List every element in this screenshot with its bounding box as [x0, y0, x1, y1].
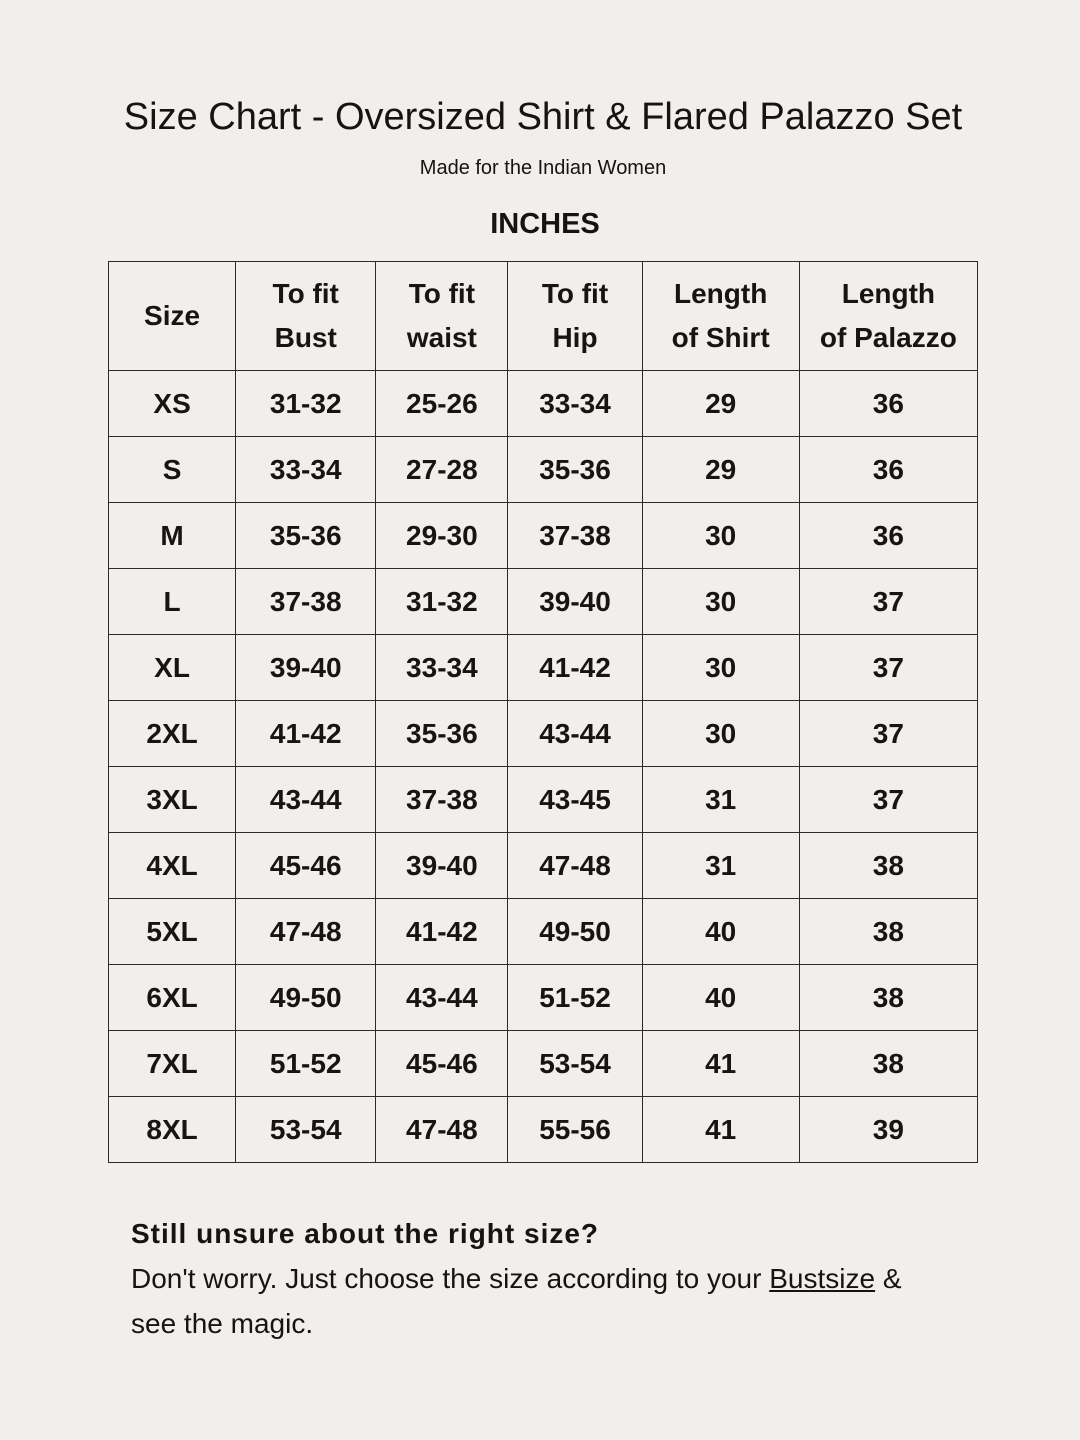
header-waist-line-2: waist: [406, 322, 477, 353]
cell-palazzo-length: 37: [799, 701, 977, 767]
header-waist-line-1: To fit: [408, 278, 476, 309]
table-body: [109, 371, 978, 1163]
header-shirt-length-line-1: Length: [674, 278, 768, 309]
cell-palazzo-length: 38: [799, 1031, 977, 1097]
cell-waist: 37-38: [376, 767, 508, 833]
header-size: [109, 262, 236, 371]
cell-size: 7XL: [109, 1031, 236, 1097]
page-subtitle: Made for the Indian Women: [419, 157, 667, 179]
cell-hip: 39-40: [508, 569, 642, 635]
cell-shirt-length: 29: [642, 437, 799, 503]
cell-shirt-length: 30: [642, 503, 799, 569]
cell-size: 6XL: [109, 965, 236, 1031]
cell-waist: 47-48: [376, 1097, 508, 1163]
cell-palazzo-length: 36: [799, 437, 977, 503]
help-question: Still unsure about the right size?: [131, 1218, 600, 1249]
cell-size: 2XL: [109, 701, 236, 767]
cell-size: XS: [109, 371, 236, 437]
cell-shirt-length: 40: [642, 965, 799, 1031]
cell-palazzo-length: 38: [799, 965, 977, 1031]
cell-shirt-length: 30: [642, 569, 799, 635]
cell-bust: 41-42: [236, 701, 376, 767]
cell-palazzo-length: 37: [799, 569, 977, 635]
cell-shirt-length: 30: [642, 635, 799, 701]
size-help-section: [131, 1218, 951, 1346]
help-text-before-link: Don't worry. Just choose the size according to your: [131, 1263, 770, 1294]
cell-hip: 49-50: [508, 899, 642, 965]
cell-size: 3XL: [109, 767, 236, 833]
cell-palazzo-length: 36: [799, 503, 977, 569]
cell-palazzo-length: 39: [799, 1097, 977, 1163]
cell-shirt-length: 29: [642, 371, 799, 437]
cell-hip: 33-34: [508, 371, 642, 437]
header-size-line-1: Size: [144, 300, 201, 331]
header-hip: [508, 262, 642, 371]
table-row: [109, 437, 978, 503]
cell-hip: 41-42: [508, 635, 642, 701]
cell-hip: 55-56: [508, 1097, 642, 1163]
cell-palazzo-length: 38: [799, 899, 977, 965]
cell-hip: 47-48: [508, 833, 642, 899]
header-shirt-length-line-2: of Shirt: [671, 322, 770, 353]
cell-waist: 41-42: [376, 899, 508, 965]
cell-waist: 33-34: [376, 635, 508, 701]
cell-waist: 45-46: [376, 1031, 508, 1097]
cell-hip: 43-44: [508, 701, 642, 767]
header-bust-line-2: Bust: [274, 322, 337, 353]
size-table: [108, 261, 978, 1163]
cell-hip: 43-45: [508, 767, 642, 833]
cell-shirt-length: 40: [642, 899, 799, 965]
table-row: [109, 1031, 978, 1097]
cell-bust: 49-50: [236, 965, 376, 1031]
cell-palazzo-length: 37: [799, 767, 977, 833]
cell-size: XL: [109, 635, 236, 701]
cell-size: 8XL: [109, 1097, 236, 1163]
cell-hip: 35-36: [508, 437, 642, 503]
cell-size: 5XL: [109, 899, 236, 965]
cell-shirt-length: 41: [642, 1097, 799, 1163]
cell-hip: 51-52: [508, 965, 642, 1031]
cell-bust: 33-34: [236, 437, 376, 503]
cell-waist: 27-28: [376, 437, 508, 503]
cell-waist: 25-26: [376, 371, 508, 437]
cell-bust: 35-36: [236, 503, 376, 569]
table-row: [109, 965, 978, 1031]
cell-size: S: [109, 437, 236, 503]
cell-shirt-length: 30: [642, 701, 799, 767]
cell-hip: 37-38: [508, 503, 642, 569]
cell-waist: 31-32: [376, 569, 508, 635]
header-palazzo-length-line-1: Length: [841, 278, 936, 309]
cell-bust: 51-52: [236, 1031, 376, 1097]
header-waist: [376, 262, 508, 371]
header-palazzo-length: [799, 262, 977, 371]
cell-bust: 37-38: [236, 569, 376, 635]
cell-waist: 29-30: [376, 503, 508, 569]
help-text-after-link: & see the magic.: [131, 1263, 902, 1339]
cell-hip: 53-54: [508, 1031, 642, 1097]
table-row: [109, 1097, 978, 1163]
unit-heading: INCHES: [490, 208, 600, 240]
page-title: Size Chart - Oversized Shirt & Flared Palazzo Set: [123, 96, 963, 138]
cell-palazzo-length: 36: [799, 371, 977, 437]
cell-waist: 35-36: [376, 701, 508, 767]
cell-shirt-length: 31: [642, 767, 799, 833]
table-header-row: [109, 262, 978, 371]
cell-size: 4XL: [109, 833, 236, 899]
table-row: [109, 635, 978, 701]
table-row: [109, 767, 978, 833]
cell-waist: 39-40: [376, 833, 508, 899]
header-hip-line-1: To fit: [541, 278, 609, 309]
cell-size: M: [109, 503, 236, 569]
cell-bust: 47-48: [236, 899, 376, 965]
header-hip-line-2: Hip: [552, 322, 598, 353]
cell-bust: 53-54: [236, 1097, 376, 1163]
cell-shirt-length: 31: [642, 833, 799, 899]
bustsize-link[interactable]: Bustsize: [769, 1263, 876, 1294]
header-shirt-length: [642, 262, 799, 371]
cell-bust: 31-32: [236, 371, 376, 437]
cell-bust: 39-40: [236, 635, 376, 701]
table-row: [109, 569, 978, 635]
header-bust: [236, 262, 376, 371]
cell-bust: 45-46: [236, 833, 376, 899]
cell-size: L: [109, 569, 236, 635]
table-row: [109, 833, 978, 899]
cell-palazzo-length: 38: [799, 833, 977, 899]
cell-bust: 43-44: [236, 767, 376, 833]
table-row: [109, 371, 978, 437]
cell-shirt-length: 41: [642, 1031, 799, 1097]
table-row: [109, 899, 978, 965]
table-row: [109, 503, 978, 569]
cell-waist: 43-44: [376, 965, 508, 1031]
help-text: [131, 1256, 951, 1346]
header-bust-line-1: To fit: [272, 278, 339, 309]
table-row: [109, 701, 978, 767]
header-palazzo-length-line-2: of Palazzo: [819, 322, 957, 353]
cell-palazzo-length: 37: [799, 635, 977, 701]
